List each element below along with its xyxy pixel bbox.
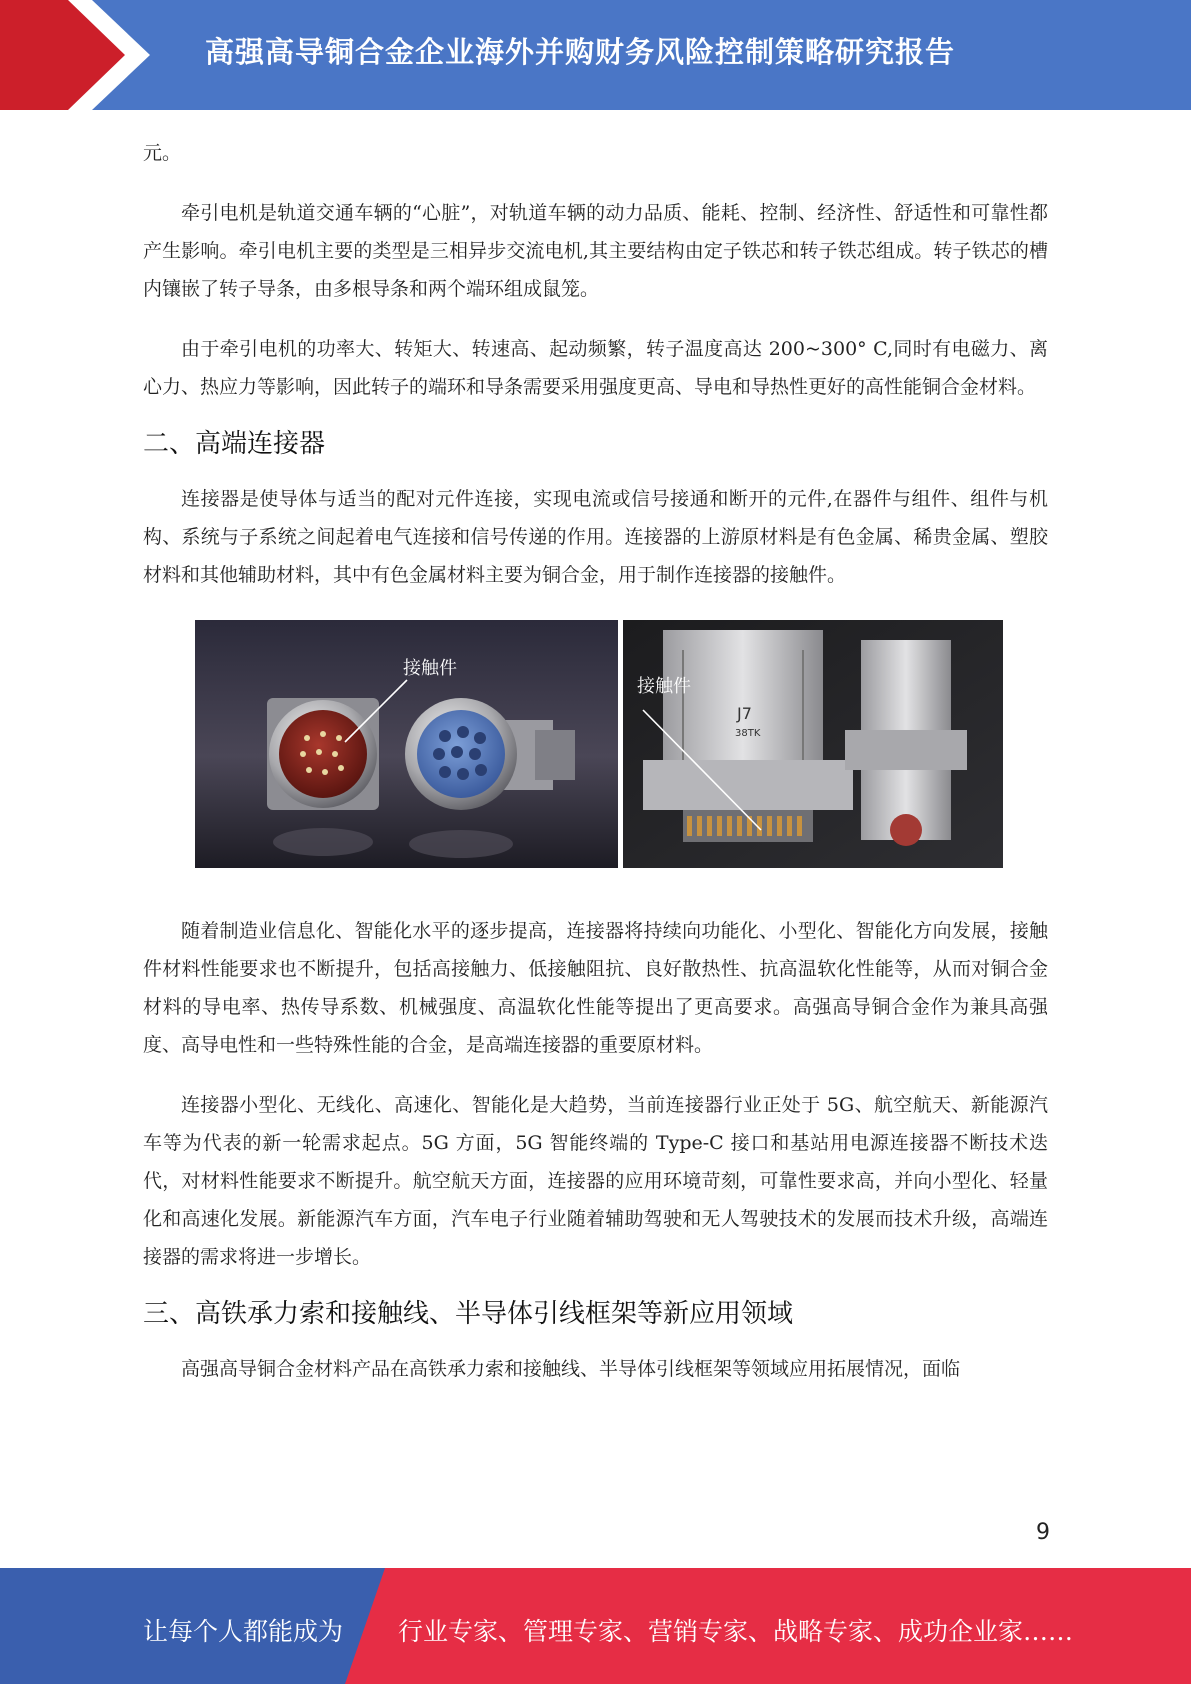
- paragraph-connector-trend: 随着制造业信息化、智能化水平的逐步提高，连接器将持续向功能化、小型化、智能化方向发展，接触件材料性能要求也不断提升，包括高接触力、低接触阻抗、良好散热性、抗高温软化性能等，从而对铜合金材料的导电率、热传导系数、机械强度、高温软化性能等提出了更高要求。高强高导铜合金作为兼具高强度、高导电性和一些特殊性能的合金，是高端连接器的重要原材料。: [143, 920, 1048, 1056]
- paragraph-connector-market: 连接器小型化、无线化、高速化、智能化是大趋势，当前连接器行业正处于 5G、航空航天、新能源汽车等为代表的新一轮需求起点。5G 方面，5G 智能终端的 Type-C 接口和基站用电源连接器不断技术迭代，对材料性能要求不断提升。航空航天方面，连接器的应用环境苛刻，可靠性要求高，并向小型化、轻量化和高速化发展。新能源汽车方面，汽车电子行业随着辅助驾驶和无人驾驶技术的发展而技术升级，高端连接器的需求将进一步增长。: [143, 1094, 1048, 1268]
- page-header: [0, 0, 1191, 110]
- paragraph-continuation: 元。: [143, 142, 182, 164]
- paragraph-traction-motor: 牵引电机是轨道交通车辆的“心脏”，对轨道车辆的动力品质、能耗、控制、经济性、舒适性和可靠性都产生影响。牵引电机主要的类型是三相异步交流电机,其主要结构由定子铁芯和转子铁芯组成。转子铁芯的槽内镶嵌了转子导条，由多根导条和两个端环组成鼠笼。: [143, 202, 1048, 300]
- paragraph-connector-definition: 连接器是使导体与适当的配对元件连接，实现电流或信号接通和断开的元件,在器件与组件、组件与机构、系统与子系统之间起着电气连接和信号传递的作用。连接器的上游原材料是有色金属、稀贵金属、塑胶材料和其他辅助材料，其中有色金属材料主要为铜合金，用于制作连接器的接触件。: [143, 488, 1048, 586]
- header-arrow-decoration: [0, 0, 160, 110]
- section-heading-new-applications: 三、高铁承力索和接触线、半导体引线框架等新应用领域: [143, 1299, 794, 1329]
- page-footer: [0, 1568, 1191, 1684]
- connector-figure: [195, 620, 1003, 868]
- rectangular-connector-photo: [623, 620, 1003, 868]
- report-title: 高强高导铜合金企业海外并购财务风险控制策略研究报告: [205, 35, 956, 69]
- paragraph-new-applications: 高强高导铜合金材料产品在高铁承力索和接触线、半导体引线框架等领域应用拓展情况，面临: [181, 1358, 961, 1380]
- main-content: [143, 134, 1048, 1388]
- footer-slogan-right: 行业专家、管理专家、营销专家、战略专家、成功企业家……: [398, 1617, 1074, 1646]
- contact-label-left: 接触件: [403, 658, 457, 679]
- footer-slogan-left: 让每个人都能成为: [143, 1617, 344, 1646]
- connector-marking-code: 38TK: [735, 728, 761, 739]
- section-heading-connector: 二、高端连接器: [143, 429, 326, 459]
- page-number: 9: [1036, 1520, 1050, 1545]
- circular-connector-photo: [195, 620, 618, 868]
- contact-label-right: 接触件: [637, 676, 691, 697]
- connector-marking-j7: J7: [737, 704, 752, 723]
- paragraph-rotor-material: 由于牵引电机的功率大、转矩大、转速高、起动频繁，转子温度高达 200~300° C,同时有电磁力、离心力、热应力等影响，因此转子的端环和导条需要采用强度更高、导电和导热性更好的高性能铜合金材料。: [143, 338, 1048, 398]
